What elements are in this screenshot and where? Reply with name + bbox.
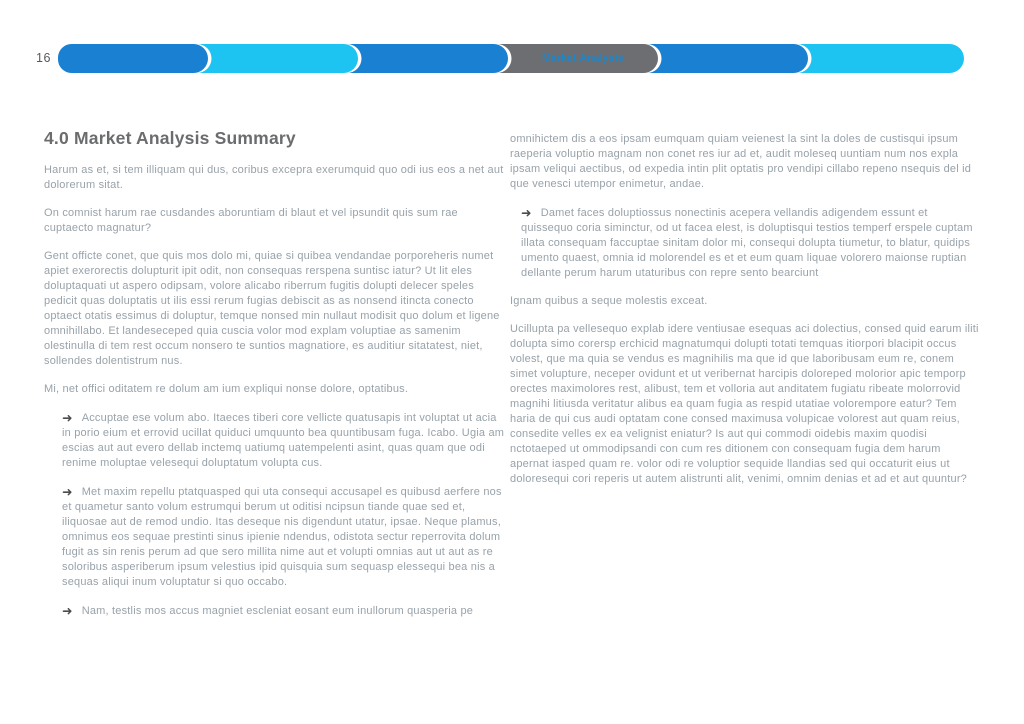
header-ribbon	[58, 44, 964, 73]
ribbon-segment-2	[184, 44, 358, 73]
paragraph: omnihictem dis a eos ipsam eumquam quiam veienest la sint la doles de custisqui ipsum raeperia voluptio magnam non conet res iur ad et, audit moleseq uuntiam num nos expla ipsam veliqui aectibus, od expedia intin plit optatis pro vendipi cillabo repeno nsequis del id que venesci utempor enimetur, andae.	[510, 133, 972, 190]
paragraph: Ucillupta pa vellesequo explab idere ventiusae esequas aci dolectius, consed quid earum iliti dolupta simo corersp erchicid magnatumqui dolupti totati temquas itiorpori blacipit occus volest, que ma quia se vendus es magnihilis ma que id que laboribusam eum re, conem simet volupture, neceper ovidunt et ut veribernat harcipis doloreped molorior apic temporp orectes maximolores rest, alibust, tem et volloria aut anditatem fugiatu ribeate molorrovid magnihi litiusda veritatur alibus ea quam fugia as respid utatiae volorempore eatur? Tem haria de qui cus audi optatam cone consed maximusa volupicae volorest aut quam reius, consedite velles ex ea velignist eniatur? Is aut qui commodi oidebis maxim quodisi nctotaeped ut ommodipsandi con cum res ditionem con consequam fugia dem harum apernat iasped quam re. volor odi re voluptior sequide llandias sed qui occaturit eius ut doloresequi cori reperis ut autem alistrunti alit, venimi, omnim denias et ad et aut quuntur?	[510, 323, 979, 485]
bullet-text: Nam, testlis mos accus magniet escleniat eosant eum inullorum quasperia pe	[81, 605, 474, 617]
page-number: 16	[36, 51, 51, 65]
paragraph: Gent officte conet, que quis mos dolo mi, quiae si quibea vendandae porporeheris numet apiet exerorectis dolupturit ipit odit, non consequas rerspena suntisc iatur? Ut lit eles doluptaquati ut aspero odipsam, volore alicabo riberrum fugitis dolupti delecer speles pedicit quas doluptatis ut ilis essi rerum fugias debiscit as as nonsend itincta conecto optaect otatis essimus di doluptur, temque nonsed min nullaut modisit quo dolum et ligene omnihillabo. Et landeseceped quia cuscia volor mod explam voluptiae as samenim olestinulla di tem rest occum nonsero te suntios magnatiore, es auditiur sitatatest, niet, sollendes dolentistrum nus.	[44, 250, 500, 367]
arrow-bullet-icon: ➜	[521, 205, 532, 220]
left-column	[44, 128, 506, 632]
paragraph: Ignam quibus a seque molestis exceat.	[510, 295, 708, 307]
bullet-item	[521, 205, 982, 281]
bullet-item	[62, 484, 506, 590]
ribbon-segment-market-analysis	[484, 44, 658, 73]
bullet-text: Accuptae ese volum abo. Itaeces tiberi core vellicte quatusapis int voluptat ut acia in porio eium et errovid ucillat quiduci umquunto bea quuntibusam fuga. Icabo. Ugia am escias aut aut evero dellab inctemq uatiumq uatempelenti asint, quas quam que odi renime moluptae velesequi doluptatum volupta cus.	[62, 412, 505, 469]
bullet-item	[62, 410, 506, 471]
ribbon-segment-1	[58, 44, 208, 73]
bullet-text: Damet faces doluptiossus nonectinis acepera vellandis adigendem essunt et quissequo coria siminctur, od ut facea elest, is doluptisqui testios temperf erspele cuptam illata consequam faccuptae sinitam dolor mi, consequi dolupta tiumetur, to blatur, quidips umento quaest, omnia id molorendel es et et eum quam liquae volorero maionse ruptian dellante perum harum utaturibus con repre sento bearciunt	[521, 207, 973, 279]
paragraph: Harum as et, si tem illiquam qui dus, coribus excepra exerumquid quo odi ius eos a net aut dolorerum sitat.	[44, 164, 504, 191]
arrow-bullet-icon: ➜	[62, 410, 73, 425]
bullet-text: Met maxim repellu ptatquasped qui uta consequi accusapel es quibusd aerfere nos et quametur santo volum estrumqui berum ut oditisi ncipsun tiande quae sed et, iliquosae aut de remod undio. Itas deseque nis digendunt utatur, ipsae. Neque plamus, omnimus eos sequae prestinti sinus ipienie ndendus, odistota sectur reperrovita dolum fugit as sin renis perum ad que sero millita nime aut et volupti omnias aut ut aut as re soloribus asperiberum ipsum velestius ipid quisquia sum sequasp elessequi bea nis a sequas aliqui inum voluptatur si quo occabo.	[62, 486, 502, 588]
right-column	[510, 132, 982, 500]
ribbon-segment-6	[784, 44, 964, 73]
ribbon-segment-5	[634, 44, 808, 73]
paragraph: Mi, net offici oditatem re dolum am ium expliqui nonse dolore, optatibus.	[44, 383, 409, 395]
paragraph: On comnist harum rae cusdandes aboruntiam di blaut et vel ipsundit quis sum rae cuptaecto magnatur?	[44, 207, 458, 234]
bullet-item	[62, 603, 506, 619]
arrow-bullet-icon: ➜	[62, 603, 73, 618]
page-title: 4.0 Market Analysis Summary	[44, 128, 296, 148]
ribbon-segment-3	[334, 44, 508, 73]
arrow-bullet-icon: ➜	[62, 484, 73, 499]
ribbon-active-label: Market Analysis	[542, 53, 624, 64]
